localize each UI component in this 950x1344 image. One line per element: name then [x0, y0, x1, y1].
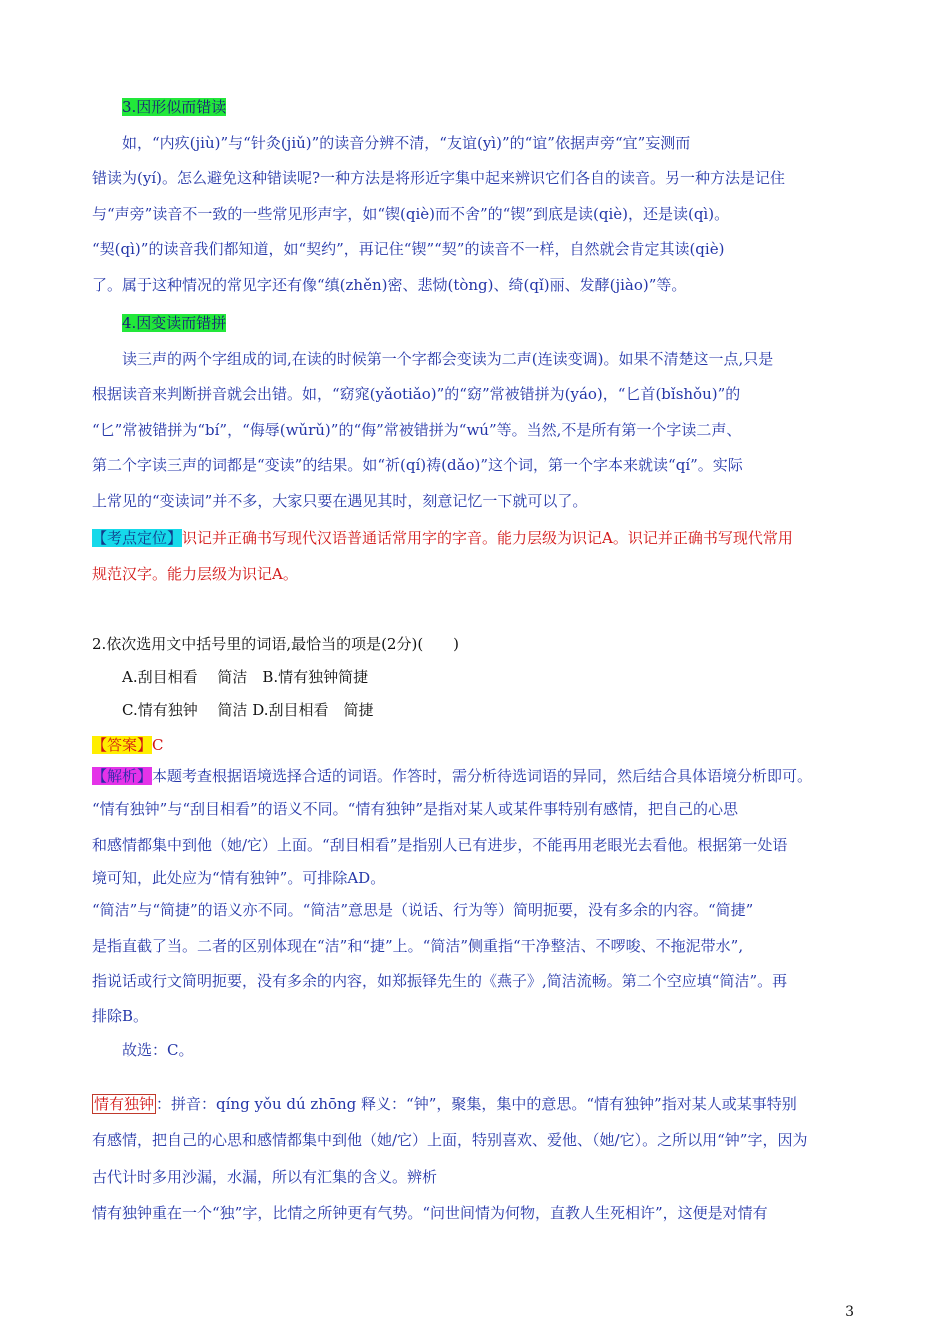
note-block [92, 1087, 862, 1232]
question-block [92, 628, 862, 727]
section-4-line: “匕”常被错拼为“bí”，“侮辱(wǔrǔ)”的“侮”常被错拼为“wú”等。当然,不是所有第一个字读二声、 [92, 420, 742, 439]
section-3-heading: 3.因形似而错读 [122, 98, 227, 116]
section-4-line: 第二个字读三声的词都是“变读”的结果。如“祈(qí)祷(dǎo)”这个词，第一个字本来就读“qí”。实际 [92, 456, 743, 474]
section-3-line: 了。属于这种情况的常见字还有像“缜(zhěn)密、悲恸(tòng)、绮(qǐ)丽、发酵(jiào)”等。 [92, 275, 687, 294]
note-line: 古代计时多用沙漏，水漏，所以有汇集的含义。辨析 [92, 1168, 438, 1186]
section-3 [92, 90, 862, 303]
analysis-line: 是指直截了当。二者的区别体现在“洁”和“捷”上。“简洁”侧重指“干净整洁、不啰唆、不拖泥带水”, [92, 936, 744, 955]
section-4-heading: 4.因变读而错拼 [122, 314, 227, 332]
section-3-line: 与“声旁”读音不一致的一些常见形声字，如“锲(qiè)而不舍”的“锲”到底是读(qiè)，还是读(qì)。 [92, 204, 730, 223]
section-3-heading-row [92, 90, 862, 126]
section-3-line: 如，“内疚(jiù)”与“针灸(jiǔ)”的读音分辨不清，“友谊(yì)”的“谊”依据声旁“宜”妄测而 [122, 133, 691, 152]
analysis-first: 本题考查根据语境选择合适的词语。作答时，需分析待选词语的异同，然后结合具体语境分析即可。 [152, 767, 813, 785]
section-4-line: 读三声的两个字组成的词,在读的时候第一个字都会变读为二声(连读变调)。如果不清楚这一点,只是 [122, 349, 774, 368]
kaodian-tag: 【考点定位】 [92, 529, 183, 547]
analysis-line: 排除B。 [92, 1006, 149, 1025]
kaodian-text: 识记并正确书写现代汉语普通话常用字的字音。能力层级为识记A。识记并正确书写现代常用 [182, 529, 793, 547]
analysis-line: 指说话或行文简明扼要，没有多余的内容，如郑振铎先生的《燕子》,简洁流畅。第二个空应填“简洁”。再 [92, 972, 788, 990]
analysis-line: 境可知，此处应为“情有独钟”。可排除AD。 [92, 869, 386, 887]
note-first: ：拼音：qíng yǒu dú zhōng 释义：“钟”，聚集，集中的意思。“情有独钟”指对某人或某事特别 [156, 1095, 797, 1113]
analysis-block [92, 760, 862, 1067]
note-term: 情有独钟 [94, 1095, 155, 1113]
kaodian-line-2: 规范汉字。能力层级为识记A。 [92, 564, 298, 583]
analysis-line: 和感情都集中到他（她/它）上面。“刮目相看”是指别人已有进步，不能再用老眼光去看他。根据第一处语 [92, 835, 788, 854]
note-line: 有感情，把自己的心思和感情都集中到他（她/它）上面，特别喜欢、爱他、（她/它）。之所以用“钟”字，因为 [92, 1130, 808, 1149]
answer-value: C [152, 736, 164, 754]
question-stem: 2.依次选用文中括号里的词语,最恰当的项是(2分)( ) [92, 635, 460, 653]
section-4-heading-row [92, 306, 862, 342]
section-3-line: 错读为(yí)。怎么避免这种错读呢?一种方法是将形近字集中起来辨识它们各自的读音。另一种方法是记住 [92, 169, 786, 187]
analysis-choose: 故选：C。 [122, 1040, 194, 1059]
analysis-first-line [92, 760, 862, 792]
answer-tag: 【答案】 [92, 736, 153, 754]
analysis-line: “简洁”与“简捷”的语义亦不同。“简洁”意思是（说话、行为等）简明扼要，没有多余的内容。“简捷” [92, 901, 754, 919]
question-option-cd: C.情有独钟 简洁 D.刮目相看 简捷 [122, 701, 374, 719]
section-4 [92, 306, 862, 519]
note-line: 情有独钟重在一个“独”字，比情之所钟更有气势。“问世间情为何物，直教人生死相许”，这便是对情有 [92, 1204, 768, 1222]
page-number: 3 [845, 1304, 854, 1320]
section-4-line: 根据读音来判断拼音就会出错。如，“窈窕(yǎotiǎo)”的“窈”常被错拼为(yáo)，“匕首(bǐshǒu)”的 [92, 385, 741, 403]
section-3-line: “契(qì)”的读音我们都知道，如“契约”，再记住“锲”“契”的读音不一样，自然就会肯定其读(qiè) [92, 240, 725, 258]
kaodian-block [92, 521, 862, 592]
analysis-line: “情有独钟”与“刮目相看”的语义不同。“情有独钟”是指对某人或某件事特别有感情，把自己的心思 [92, 800, 739, 818]
analysis-tag: 【解析】 [92, 767, 153, 785]
answer-block [92, 730, 862, 760]
question-option-ab: A.刮目相看 简洁 B.情有独钟简捷 [122, 668, 369, 686]
section-4-line: 上常见的“变读词”并不多，大家只要在遇见其时，刻意记忆一下就可以了。 [92, 491, 588, 510]
kaodian-line [92, 521, 862, 557]
note-first-line [92, 1087, 862, 1123]
